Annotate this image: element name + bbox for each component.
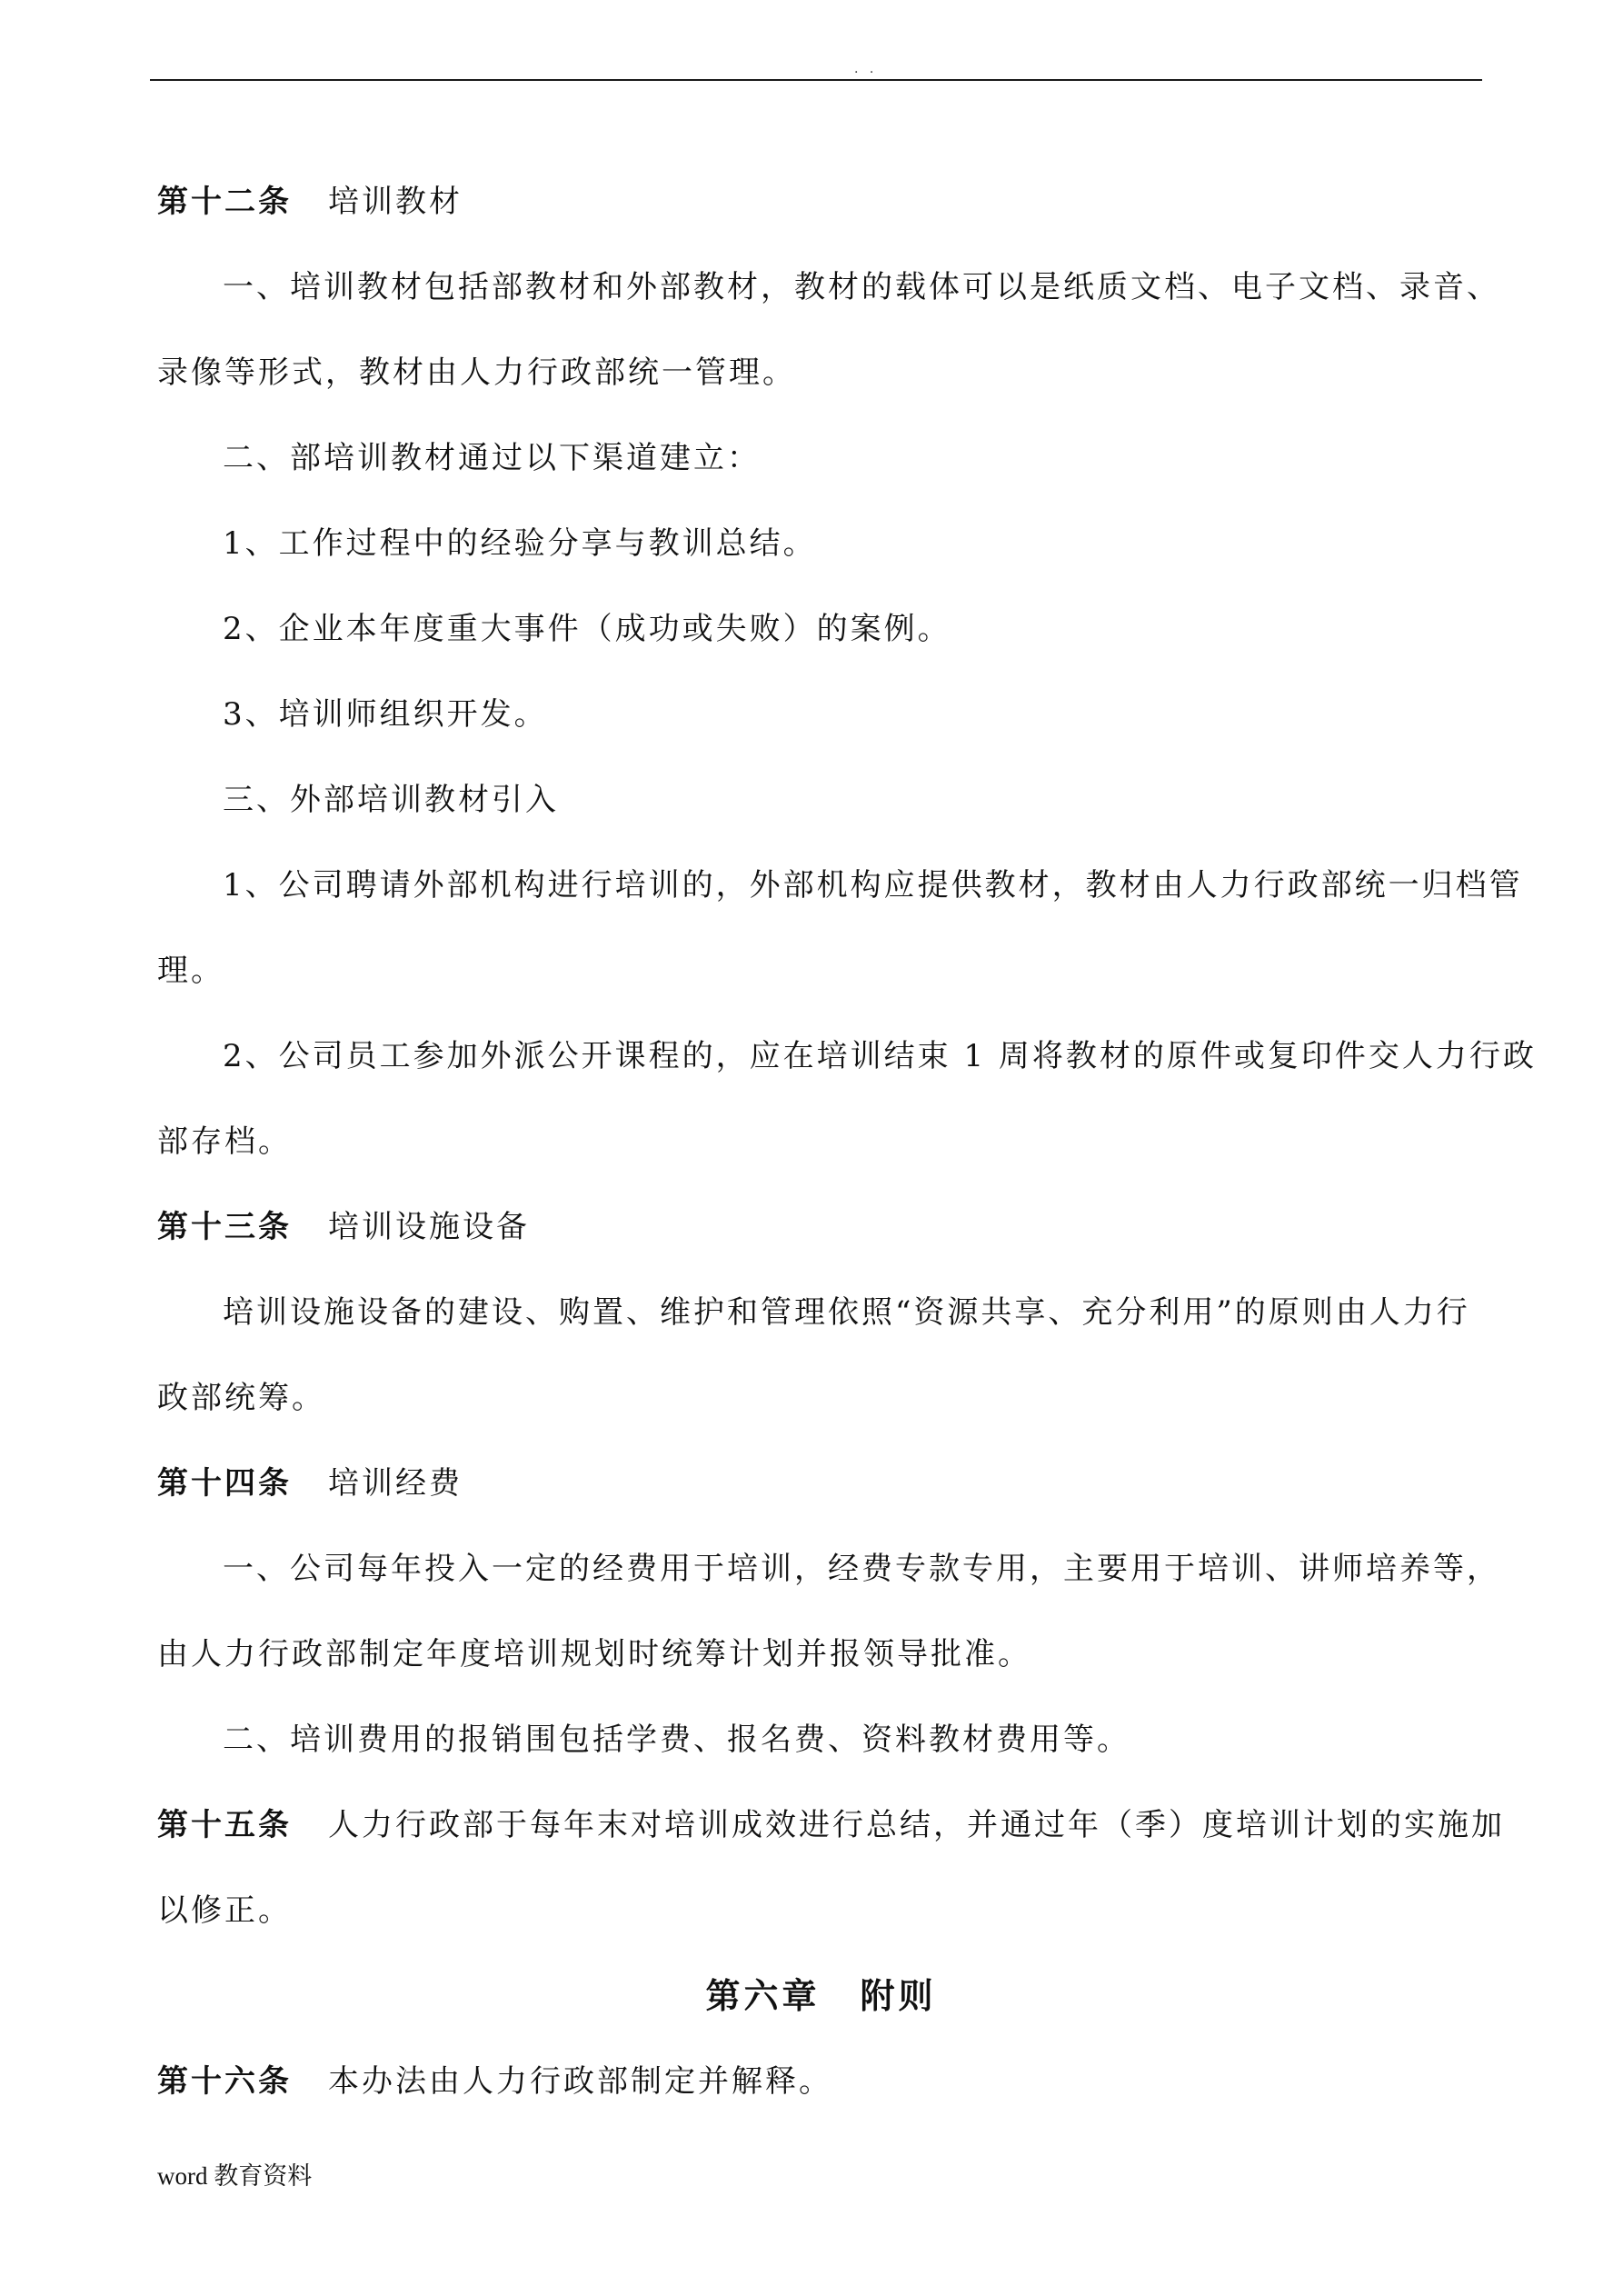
article-label: 第十三条 — [157, 1209, 292, 1245]
article-16 — [157, 2039, 1484, 2124]
article-label: 第十二条 — [157, 184, 292, 220]
article-14-heading — [157, 1441, 1484, 1526]
header-mark: . . — [854, 62, 878, 76]
paragraph: 二、部培训教材通过以下渠道建立： — [223, 440, 761, 476]
list-item: 3、培训师组织开发。 — [223, 696, 548, 733]
paragraph: 一、公司每年投入一定的经费用于培训，经费专款专用，主要用于培训、讲师培养等， — [223, 1551, 1500, 1587]
article-label: 第十六条 — [157, 2063, 292, 2100]
header-rule — [150, 79, 1482, 81]
chapter-title: 附则 — [860, 1976, 937, 2016]
chapter-heading — [157, 1953, 1484, 2039]
paragraph: 由人力行政部制定年度培训规划时统筹计划并报领导批准。 — [157, 1636, 1031, 1672]
document-body — [157, 159, 1537, 2124]
article-title: 培训设施设备 — [328, 1209, 530, 1245]
paragraph: 政部统筹。 — [157, 1380, 325, 1416]
article-title: 培训经费 — [328, 1465, 463, 1502]
paragraph: 培训设施设备的建设、购置、维护和管理依照“资源共享、充分利用”的原则由人力行 — [223, 1294, 1470, 1331]
paragraph: 一、培训教材包括部教材和外部教材，教材的载体可以是纸质文档、电子文档、录音、 — [223, 269, 1500, 305]
list-item: 1、工作过程中的经验分享与教训总结。 — [223, 525, 817, 562]
paragraph: 以修正。 — [157, 1892, 292, 1929]
paragraph: 三、外部培训教材引入 — [223, 782, 559, 818]
list-item: 2、公司员工参加外派公开课程的，应在培训结束 1 周将教材的原件或复印件交人力行政 — [223, 1038, 1537, 1074]
article-12-heading — [157, 159, 1484, 245]
article-label: 第十五条 — [157, 1807, 292, 1843]
footer-text: word 教育资料 — [157, 2162, 313, 2190]
list-item: 2、企业本年度重大事件（成功或失败）的案例。 — [223, 611, 951, 647]
article-title: 培训教材 — [328, 184, 463, 220]
chapter-number: 第六章 — [705, 1976, 821, 2016]
article-text: 本办法由人力行政部制定并解释。 — [328, 2063, 832, 2100]
paragraph: 二、培训费用的报销围包括学费、报名费、资料教材费用等。 — [223, 1722, 1130, 1758]
list-item: 1、公司聘请外部机构进行培训的，外部机构应提供教材，教材由人力行政部统一归档管 — [223, 867, 1523, 903]
paragraph: 部存档。 — [157, 1123, 292, 1160]
paragraph: 理。 — [157, 953, 224, 989]
article-15 — [157, 1782, 1505, 1868]
article-text: 人力行政部于每年末对培训成效进行总结，并通过年（季）度培训计划的实施加 — [328, 1807, 1505, 1843]
article-label: 第十四条 — [157, 1465, 292, 1502]
paragraph: 录像等形式，教材由人力行政部统一管理。 — [157, 354, 796, 391]
article-13-heading — [157, 1184, 1484, 1270]
